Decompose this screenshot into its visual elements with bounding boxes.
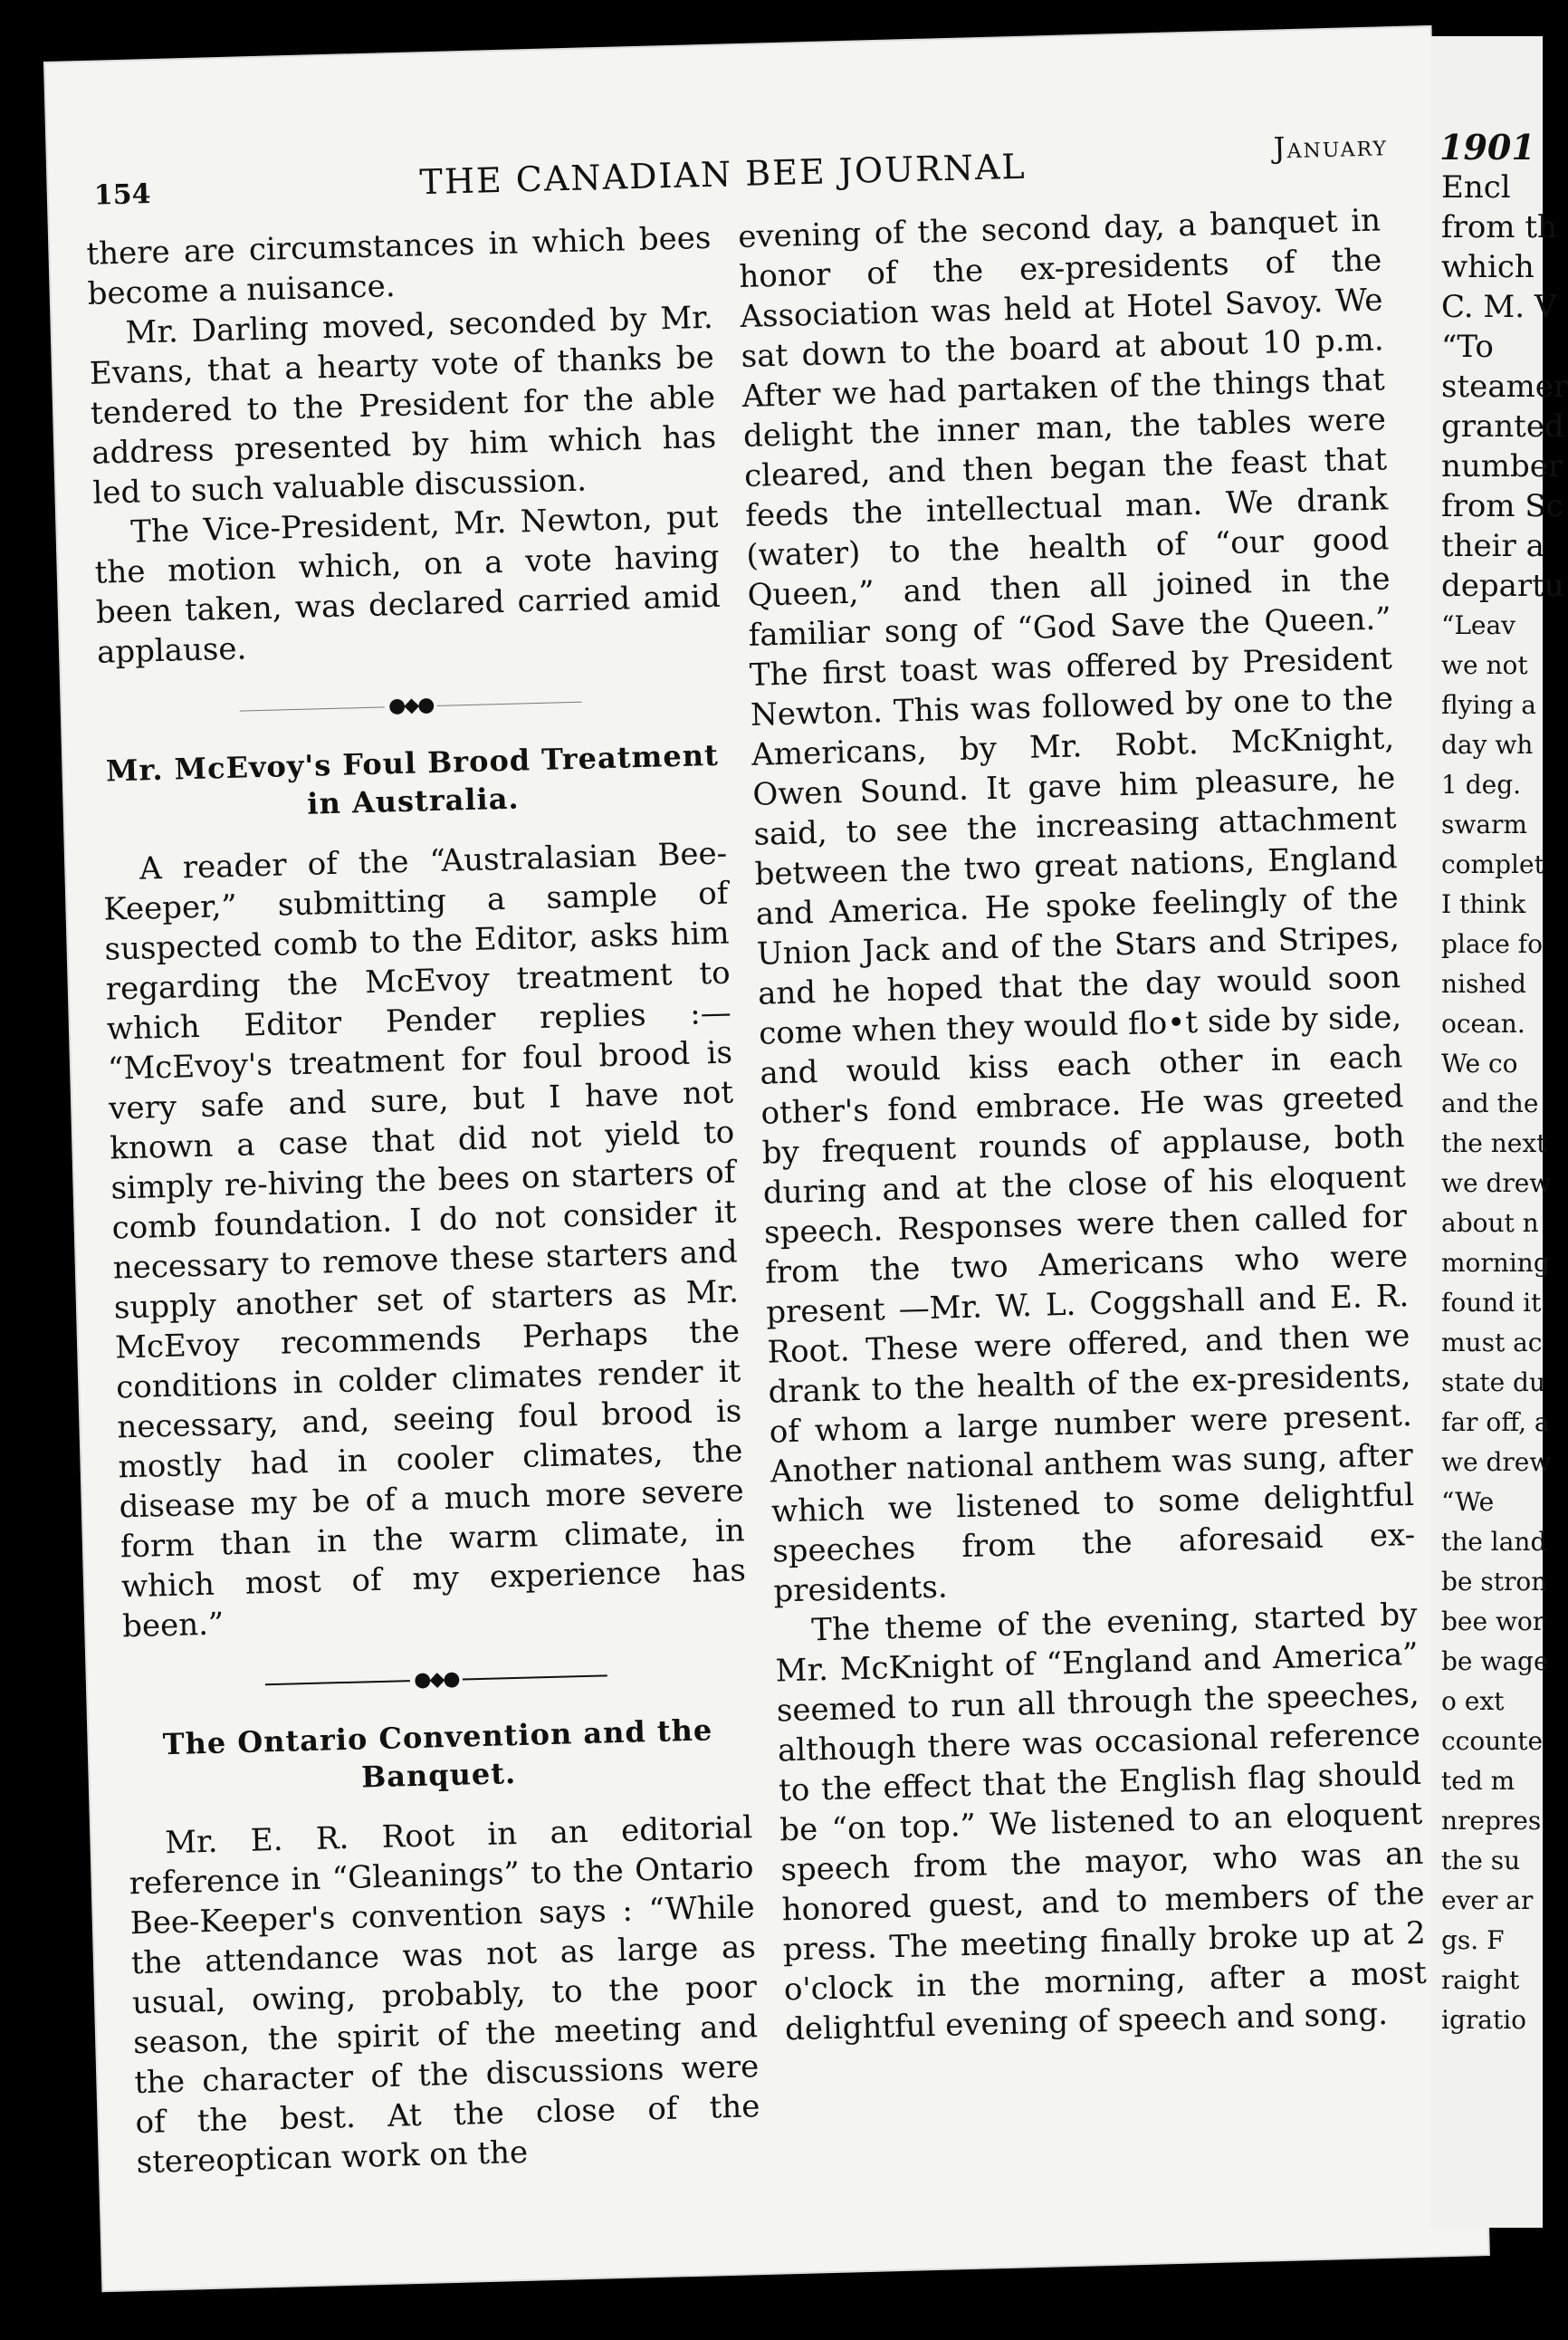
- facing-page-edge: [1430, 36, 1568, 2228]
- facing-page-line: igratio: [1441, 2005, 1527, 2035]
- facing-page-line: departu: [1441, 568, 1564, 604]
- facing-page-line: nrepres: [1441, 1806, 1542, 1836]
- facing-page-line: C. M. V: [1441, 289, 1557, 325]
- facing-page-line: from th: [1441, 209, 1557, 245]
- facing-page-line: ocean.: [1441, 1009, 1525, 1039]
- facing-page-line: bee wor: [1441, 1606, 1545, 1636]
- facing-page-line: o ext: [1441, 1686, 1505, 1716]
- page-number: 154: [93, 178, 151, 212]
- facing-page-line: nished: [1441, 969, 1526, 999]
- facing-page-line: place fo: [1441, 929, 1543, 959]
- article-heading: The Ontario Convention and the Banquet.: [162, 1712, 713, 1795]
- facing-page-year: 1901: [1439, 127, 1535, 168]
- paragraph: Mr. Darling moved, seconded by Mr. Evans, that a hearty vote of thanks be tendered to the President for the able address presented by him which has led to such valuable discussion.: [89, 299, 717, 512]
- facing-page-line: number: [1441, 448, 1563, 484]
- facing-page-line: state du: [1441, 1367, 1545, 1397]
- facing-page-line: the land: [1441, 1527, 1547, 1557]
- facing-page-line: be wage: [1441, 1646, 1549, 1676]
- paragraph: The theme of the evening, started by Mr. McKnight of “England and America” seemed to run all through the speeches, although there was occasional reference to the effect that the English flag should be “on top.” We listened to an eloquent speech from the mayor, who was an honored guest, and to members of the press. The meeting finally broke up at 2 o'clock in the morning, after a most delightful evening of speech and song.: [775, 1596, 1428, 2048]
- facing-page-line: “Leav: [1441, 610, 1515, 640]
- facing-page-line: flying a: [1441, 690, 1536, 720]
- ornament-divider: ●◆●: [124, 1663, 749, 1697]
- facing-page-line: found it: [1441, 1288, 1542, 1318]
- facing-page-line: complet: [1441, 849, 1544, 879]
- left-column: [86, 218, 761, 2182]
- facing-page-line: their a: [1441, 528, 1544, 564]
- paragraph: A reader of the “Australasian Bee-Keeper,” submitting a sample of suspected comb to the Editor, asks him regarding the McEvoy treatment to which Editor Pender replies :— “McEvoy's treatment for foul brood is very safe and sure, but I have not known a case that did not yield to simply re-hiving the bees on starters of comb foundation. I do not consider it necessary to remove these starters and supply another set of starters as Mr. McEvoy recommends Perhaps the conditions in colder climates render it necessary, and, seeing foul brood is mostly had in cooler climates, the disease my be of a much more severe form than in the warm climate, in which most of my experience has been.”: [102, 835, 747, 1645]
- facing-page-line: ccounte: [1441, 1726, 1544, 1756]
- paragraph: evening of the second day, a banquet in honor of the ex-presidents of the Association was held at Hotel Savoy. We sat down to the board at about 10 p.m. After we had partaken of the things that delight the inner man, the tables were cleared, and then began the feast that feeds the intellectual man. We drank (water) to the health of “our good Queen,” and then all joined in the familiar song of “God Save the Queen.” The first toast was offered by President Newton. This was followed by one to the Americans, by Mr. Robt. McKnight, Owen Sound. It gave him pleasure, he said, to see the increasing attachment between the two great nations, England and America. He spoke feelingly of the Union Jack and of the Stars and Stripes, and he hoped that the day would soon come when they would flo•t side by side, and would kiss each other in each other's fond embrace. He was greeted by frequent rounds of applause, both during and at the close of his eloquent speech. Responses were then called for from the two Americans who were present —Mr. W. L. Coggshall and E. R. Root. These were offered, and then we drank to the health of the ex-presidents, of whom a large number were present. Another national anthem was sung, after which we listened to some delightful speeches from the aforesaid ex-presidents.: [737, 202, 1416, 1610]
- facing-page-line: about n: [1441, 1208, 1539, 1238]
- paragraph: The Vice-President, Mr. Newton, put the motion which, on a vote having been taken, was declared carried amid applause.: [94, 498, 722, 671]
- facing-page-line: from Sc: [1441, 488, 1563, 524]
- facing-page-line: granted: [1441, 408, 1564, 445]
- facing-page-fragments: [1430, 168, 1568, 2040]
- article-heading: Mr. McEvoy's Foul Brood Treatment in Australia.: [105, 737, 720, 821]
- facing-page-line: be stron: [1441, 1567, 1548, 1597]
- journal-page: [45, 27, 1488, 2290]
- facing-page-line: gs. F: [1441, 1925, 1505, 1955]
- journal-title: THE CANADIAN BEE JOURNAL: [419, 146, 1028, 203]
- facing-page-line: “We: [1441, 1487, 1495, 1517]
- facing-page-line: ever ar: [1441, 1885, 1534, 1915]
- facing-page-line: swarm: [1441, 810, 1527, 839]
- facing-page-line: the next: [1441, 1128, 1547, 1158]
- facing-page-line: we drew: [1441, 1447, 1552, 1477]
- ornament-divider: ●◆●: [99, 689, 723, 724]
- facing-page-line: day wh: [1441, 730, 1534, 760]
- facing-page-line: and the: [1441, 1088, 1539, 1118]
- facing-page-line: which: [1441, 249, 1535, 285]
- facing-page-line: we drew: [1441, 1168, 1552, 1198]
- facing-page-line: must ac: [1441, 1328, 1543, 1357]
- header-month: January: [1273, 128, 1389, 166]
- facing-page-line: raight: [1441, 1965, 1520, 1995]
- paragraph: Mr. E. R. Root in an editorial reference in “Gleanings” to the Ontario Bee-Keeper's convention says : “While the attendance was not as large as usual, owing, probably, to the poor season, the spirit of the meeting and the character of the discussions were of the best. At the close of the stereoptican work on the: [129, 1809, 760, 2182]
- facing-page-line: the su: [1441, 1846, 1521, 1875]
- facing-page-line: I think: [1441, 889, 1526, 919]
- facing-page-line: 1 deg.: [1441, 770, 1522, 800]
- facing-page-line: We co: [1441, 1049, 1518, 1079]
- right-column: [738, 200, 1429, 2049]
- paragraph: there are circumstances in which bees become a nuisance.: [86, 219, 712, 312]
- facing-page-line: ted m: [1441, 1766, 1515, 1796]
- facing-page-line: steamer: [1441, 369, 1568, 405]
- facing-page-line: we not: [1441, 650, 1528, 680]
- facing-page-line: morning: [1441, 1248, 1550, 1278]
- facing-page-line: far off, a: [1441, 1407, 1550, 1437]
- facing-page-line: Encl: [1441, 169, 1511, 206]
- facing-page-line: “To: [1441, 329, 1494, 365]
